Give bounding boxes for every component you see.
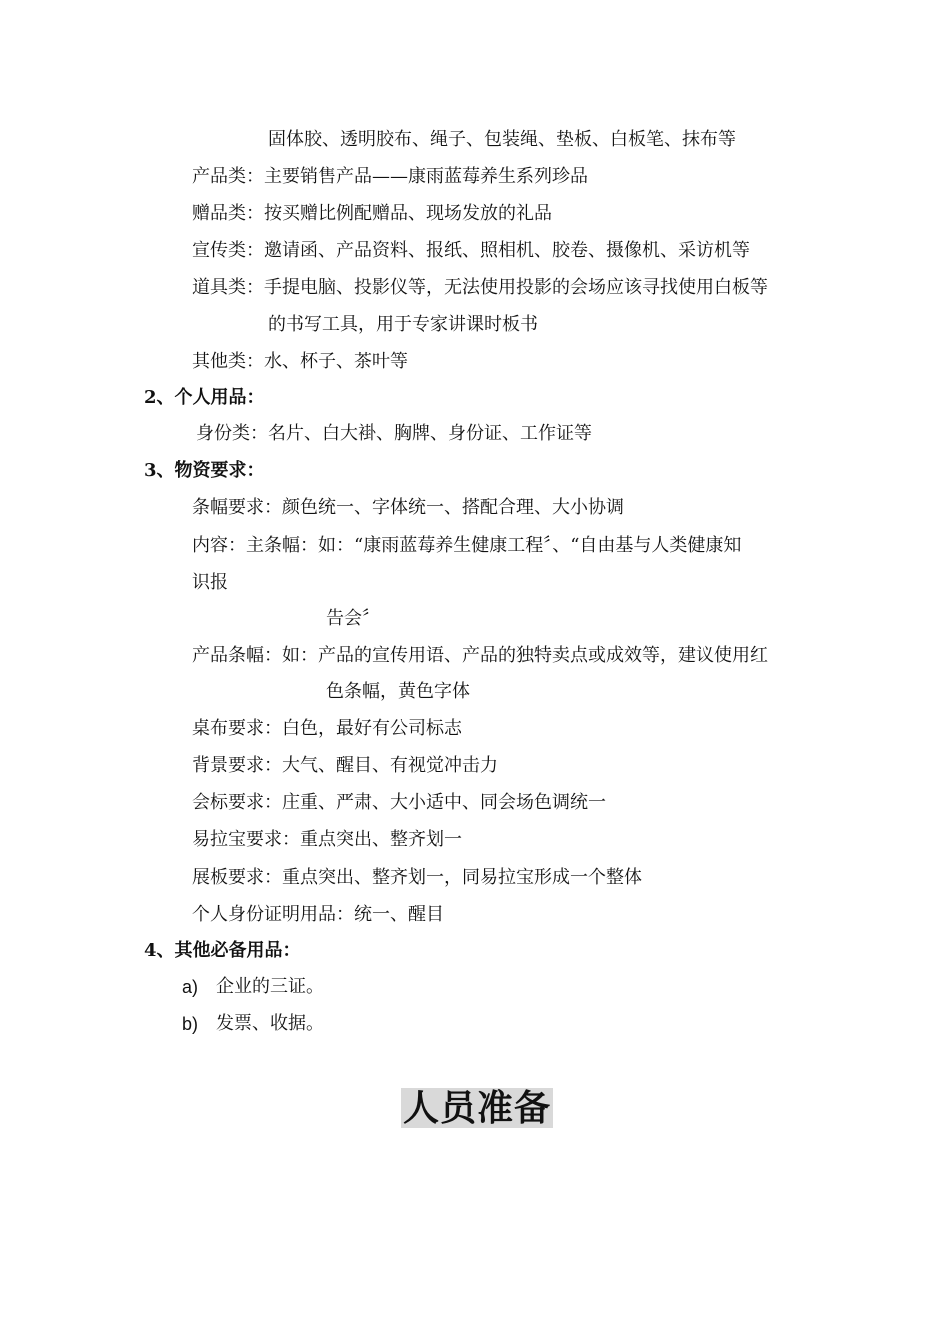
gift-category-row [192,202,552,226]
tablecloth-requirement-label: 桌布要求： [192,718,282,739]
props-category-text-line2: 的书写工具，用于专家讲课时板书 [268,314,538,335]
id-items-requirement-row [192,903,444,927]
banner-requirement-label: 条幅要求： [192,497,282,518]
logo-requirement-text: 庄重、严肃、大小适中、同会场色调统一 [282,792,606,813]
product-category-row [192,165,588,189]
other-items-heading: 4、其他必备用品： [144,940,301,961]
list-item-text: 企业的三证。 [216,976,324,997]
promo-category-row [192,239,750,263]
materials-continuation: 固体胶、透明胶布、绳子、包装绳、垫板、白板笔、抹布等 [268,129,736,150]
backdrop-requirement-text: 大气、醒目、有视觉冲击力 [282,755,498,776]
backdrop-requirement-label: 背景要求： [192,755,282,776]
product-banner-text-line1: 如：产品的宣传用语、产品的独特卖点或成效等，建议使用红 [282,645,768,666]
id-items-requirement-label: 个人身份证明用品： [192,904,354,925]
rollup-requirement-text: 重点突出、整齐划一 [300,829,462,850]
id-category-text: 名片、白大褂、胸牌、身份证、工作证等 [268,423,592,444]
backdrop-requirement-row [192,754,498,778]
product-banner-text-line2: 色条幅，黄色字体 [326,681,470,702]
props-category-row [192,276,768,300]
promo-category-text: 邀请函、产品资料、报纸、照相机、胶卷、摄像机、采访机等 [264,240,750,261]
tablecloth-requirement-text: 白色，最好有公司标志 [282,718,462,739]
content-line1: 内容：主条幅：如：“康雨蓝莓养生健康工程〞、“自由基与人类健康知 [192,535,742,556]
list-item-marker: a) [182,977,199,997]
display-requirement-label: 展板要求： [192,867,282,888]
id-category-label: 身份类： [196,423,268,444]
personal-items-heading: 2、个人用品： [144,387,265,408]
rollup-requirement-label: 易拉宝要求： [192,829,300,850]
content-line3: 告会〞 [326,608,380,629]
tablecloth-requirement-row [192,717,462,741]
product-banner-label: 产品条幅： [192,645,282,666]
gift-category-label: 赠品类： [192,203,264,224]
id-category-row [196,422,592,446]
id-items-requirement-text: 统一、醒目 [354,904,444,925]
product-banner-row [192,644,768,668]
other-category-text: 水、杯子、茶叶等 [264,351,408,372]
logo-requirement-label: 会标要求： [192,792,282,813]
banner-requirement-row [192,496,624,520]
display-requirement-text: 重点突出、整齐划一，同易拉宝形成一个整体 [282,867,642,888]
gift-category-text: 按买赠比例配赠品、现场发放的礼品 [264,203,552,224]
display-requirement-row [192,866,642,890]
other-category-row [192,350,408,374]
props-category-label: 道具类： [192,277,264,298]
props-category-text-line1: 手提电脑、投影仪等，无法使用投影的会场应该寻找使用白板等 [264,277,768,298]
banner-requirement-text: 颜色统一、字体统一、搭配合理、大小协调 [282,497,624,518]
section-title: 人员准备 [403,1087,552,1129]
logo-requirement-row [192,791,606,815]
other-category-label: 其他类： [192,351,264,372]
requirements-heading: 3、物资要求： [144,460,265,481]
list-item-marker: b) [182,1014,199,1034]
list-item-text: 发票、收据。 [216,1013,324,1034]
content-line2: 识报 [192,572,228,593]
rollup-requirement-row [192,828,462,852]
product-category-text: 主要销售产品——康雨蓝莓养生系列珍品 [264,166,588,187]
product-category-label: 产品类： [192,166,264,187]
promo-category-label: 宣传类： [192,240,264,261]
